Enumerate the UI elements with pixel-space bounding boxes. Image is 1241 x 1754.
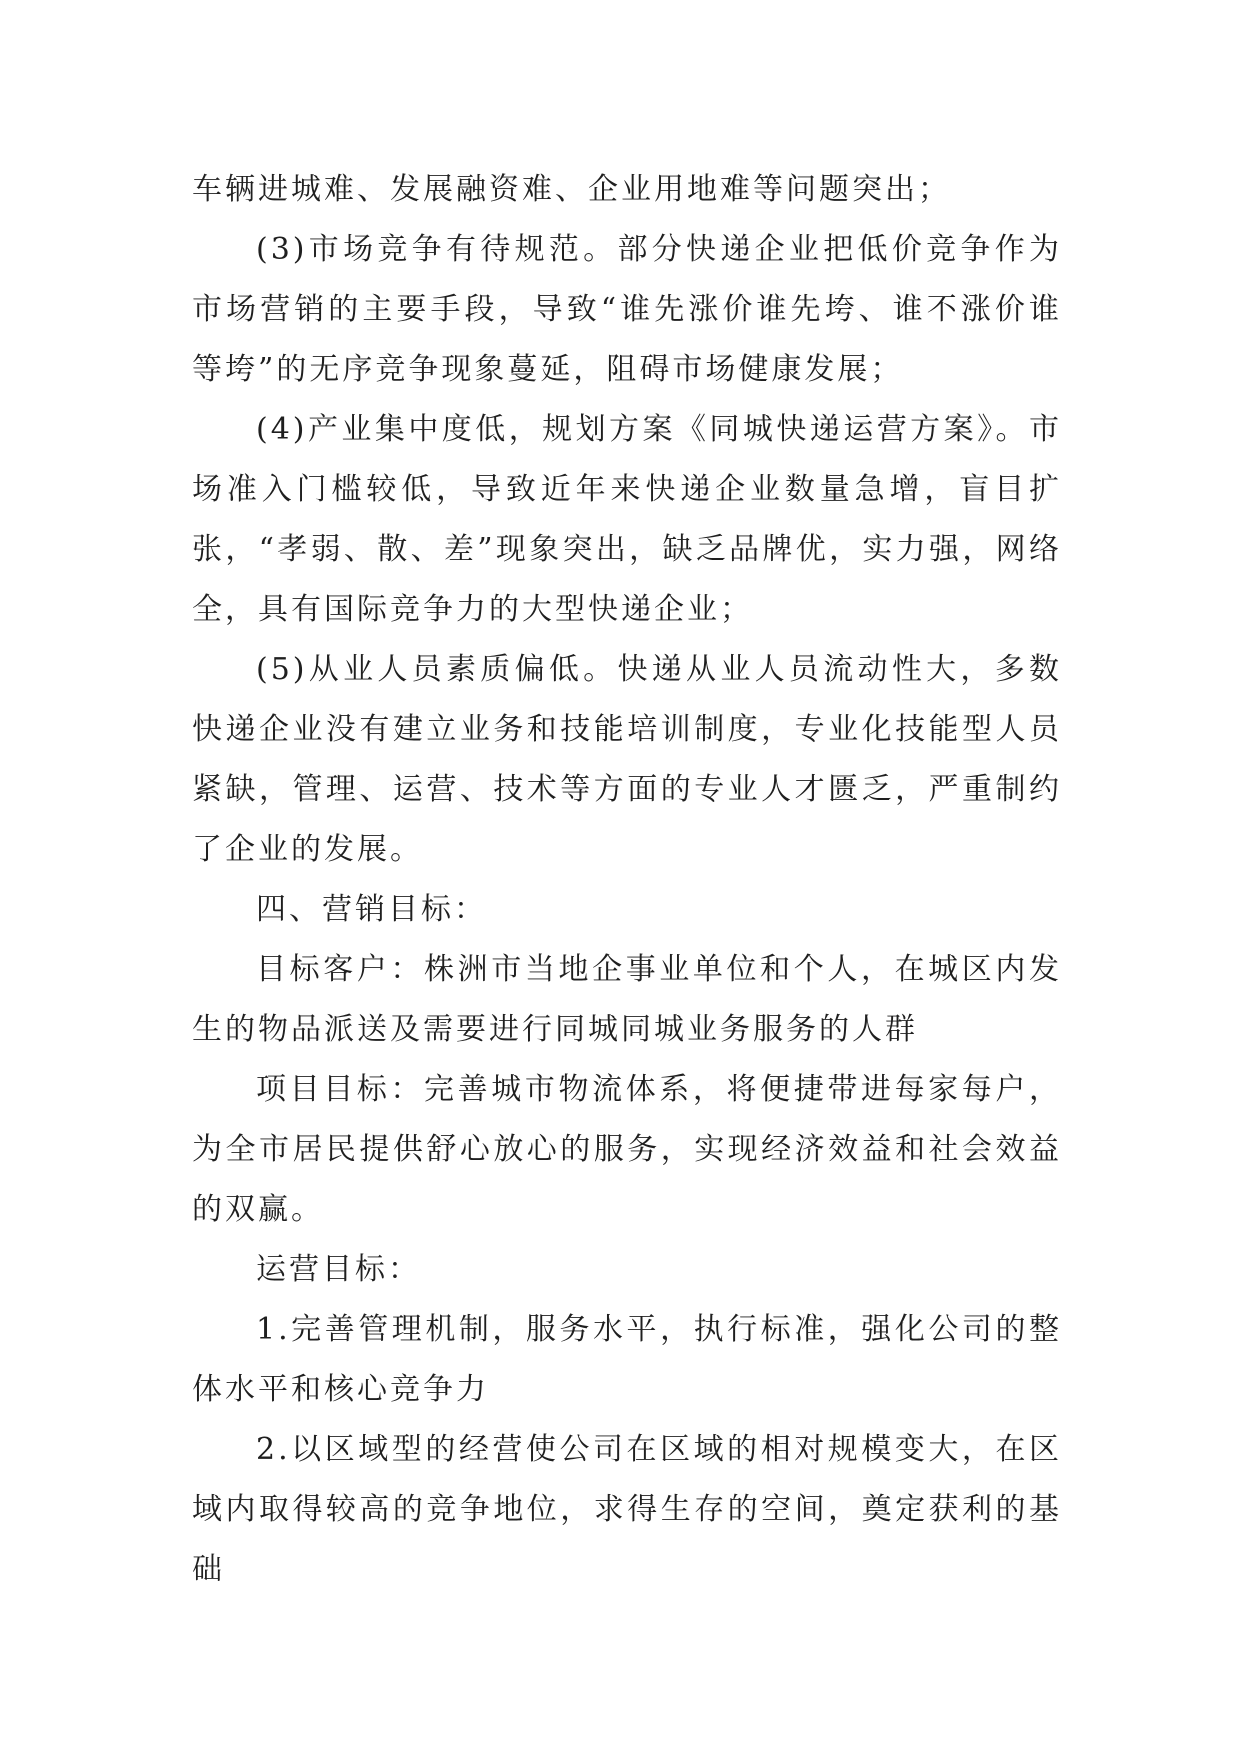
- section-heading-marketing-goals: 四、营销目标：: [256, 892, 487, 927]
- paragraph-market-competition: (3)市场竞争有待规范。部分快递企业把低价竞争作为市场营销的主要手段，导致“谁先涨价谁先垮、谁不涨价谁等垮”的无序竞争现象蔓延，阻碍市场健康发展；: [192, 232, 1062, 387]
- document-body: [192, 160, 1062, 1600]
- list-item-operations-goal-2: 2.以区域型的经营使公司在区域的相对规模变大，在区域内取得较高的竞争地位，求得生存的空间，奠定获利的基础: [192, 1432, 1062, 1587]
- paragraph-staff-quality: (5)从业人员素质偏低。快递从业人员流动性大，多数快递企业没有建立业务和技能培训制度，专业化技能型人员紧缺，管理、运营、技术等方面的专业人才匮乏，严重制约了企业的发展。: [192, 652, 1062, 867]
- paragraph-project-goal: 项目目标：完善城市物流体系，将便捷带进每家每户，为全市居民提供舒心放心的服务，实现经济效益和社会效益的双赢。: [192, 1072, 1062, 1227]
- paragraph-operations-goal-heading: 运营目标：: [256, 1252, 421, 1287]
- list-item-operations-goal-1: 1.完善管理机制，服务水平，执行标准，强化公司的整体水平和核心竞争力: [192, 1312, 1062, 1407]
- paragraph-target-customers: 目标客户：株洲市当地企事业单位和个人，在城区内发生的物品派送及需要进行同城同城业务服务的人群: [192, 952, 1062, 1047]
- paragraph-industry-concentration: (4)产业集中度低，规划方案《同城快递运营方案》。市场准入门槛较低，导致近年来快递企业数量急增，盲目扩张，“孝弱、散、差”现象突出，缺乏品牌优，实力强，网络全，具有国际竞争力的大型快递企业；: [192, 412, 1062, 627]
- paragraph-continuation: 车辆进城难、发展融资难、企业用地难等问题突出；: [192, 172, 951, 207]
